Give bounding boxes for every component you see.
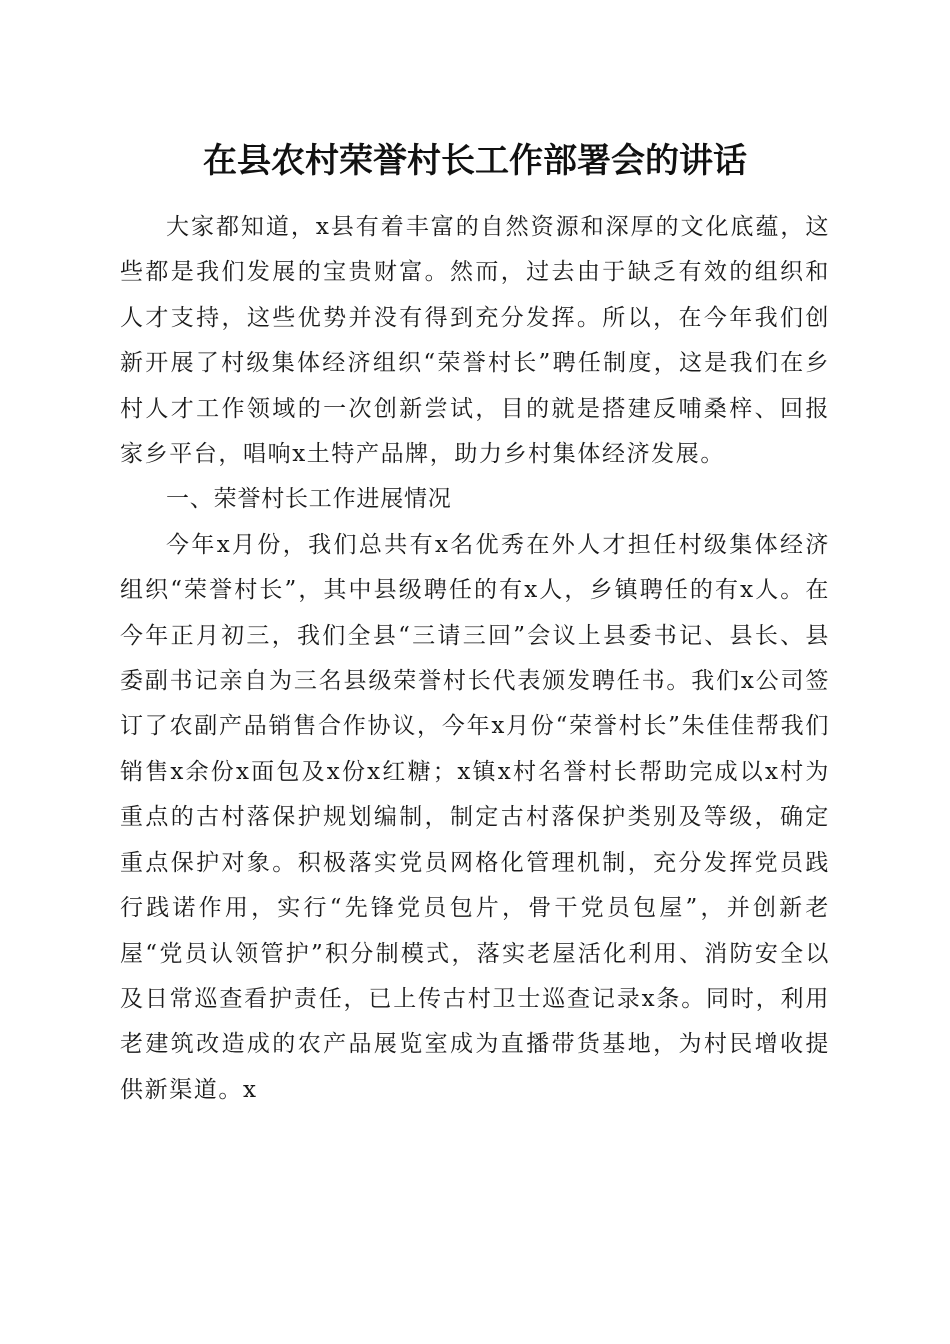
paragraph-intro: 大家都知道，x县有着丰富的自然资源和深厚的文化底蕴，这些都是我们发展的宝贵财富。然而，过去由于缺乏有效的组织和人才支持，这些优势并没有得到充分发挥。所以，在今年我们创新开展了村级集体经济组织“荣誉村长”聘任制度，这是我们在乡村人才工作领域的一次创新尝试，目的就是搭建反哺桑梓、回报家乡平台，唱响x土特产品牌，助力乡村集体经济发展。 xyxy=(120,214,830,468)
section-heading-progress: 一、荣誉村长工作进展情况 xyxy=(166,486,452,513)
document-body xyxy=(120,205,830,1113)
document-title: 在县农村荣誉村长工作部署会的讲话 xyxy=(203,141,747,181)
paragraph-progress: 今年x月份，我们总共有x名优秀在外人才担任村级集体经济组织“荣誉村长”，其中县级聘任的有x人，乡镇聘任的有x人。在今年正月初三，我们全县“三请三回”会议上县委书记、县长、县委副书记亲自为三名县级荣誉村长代表颁发聘任书。我们x公司签订了农副产品销售合作协议，今年x月份“荣誉村长”朱佳佳帮我们销售x余份x面包及x份x红糖；x镇x村名誉村长帮助完成以x村为重点的古村落保护规划编制，制定古村落保护类别及等级，确定重点保护对象。积极落实党员网格化管理机制，充分发挥党员践行践诺作用，实行“先锋党员包片，骨干党员包屋”，并创新老屋“党员认领管护”积分制模式，落实老屋活化利用、消防安全以及日常巡查看护责任，已上传古村卫士巡查记录x条。同时，利用老建筑改造成的农产品展览室成为直播带货基地，为村民增收提供新渠道。x xyxy=(120,531,830,1103)
